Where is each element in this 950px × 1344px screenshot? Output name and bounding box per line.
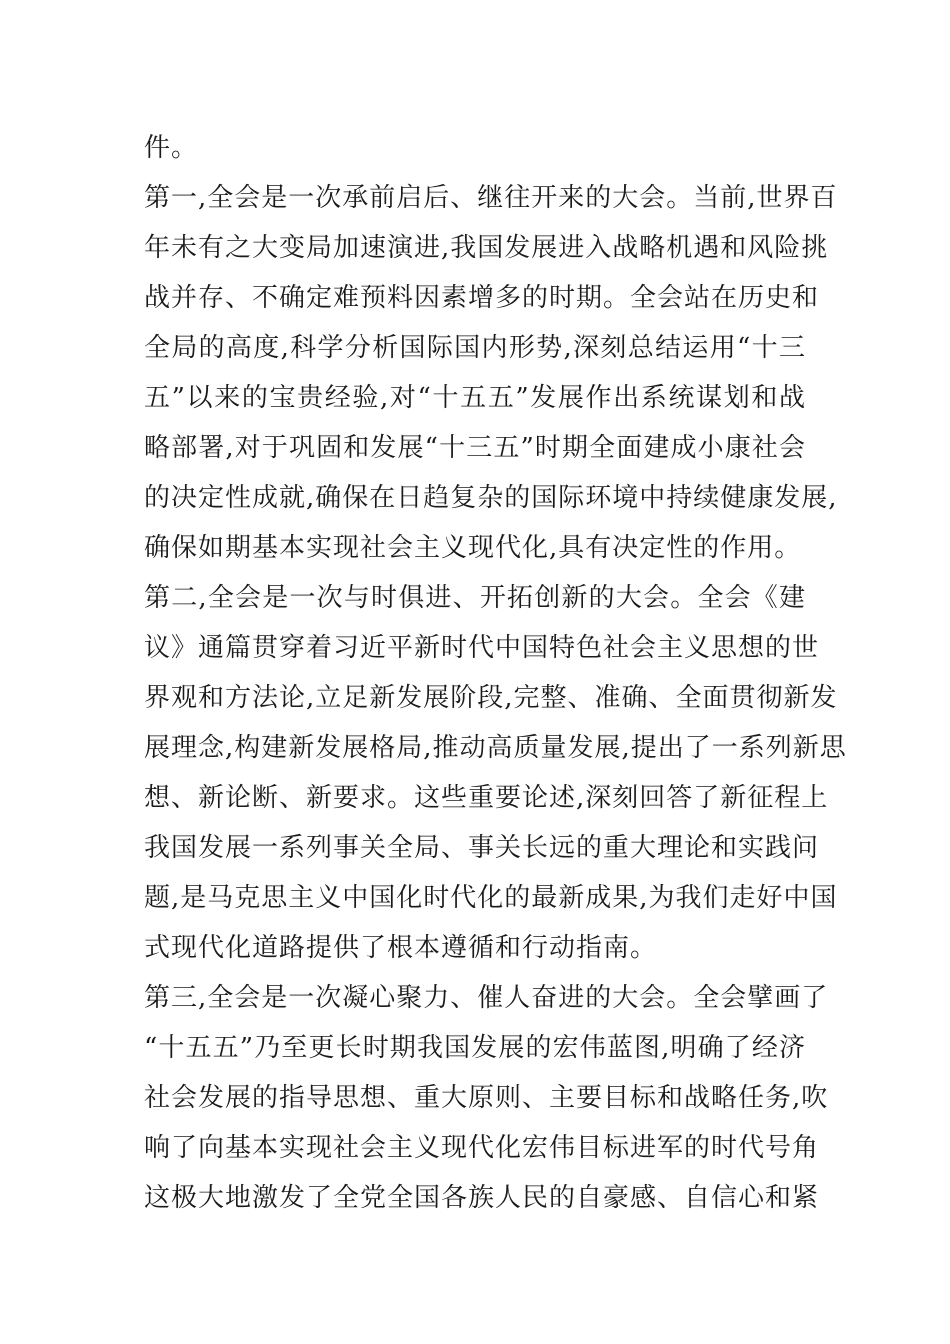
text-line: 五”以来的宝贵经验,对“十五五”发展作出系统谋划和战 (144, 383, 806, 413)
text-line: 响了向基本实现社会主义现代化宏伟目标进军的时代号角 (144, 1133, 820, 1163)
text-line: 的决定性成就,确保在日趋复杂的国际环境中持续健康发展, (144, 483, 838, 513)
text-line: 战并存、不确定难预料因素增多的时期。全会站在历史和 (144, 283, 820, 313)
text-line: 第二,全会是一次与时俱进、开拓创新的大会。全会《建 (144, 583, 806, 613)
text-line: 我国发展一系列事关全局、事关长远的重大理论和实践问 (144, 833, 820, 863)
text-line: 界观和方法论,立足新发展阶段,完整、准确、全面贯彻新发 (144, 683, 838, 713)
text-line: 社会发展的指导思想、重大原则、主要目标和战略任务,吹 (144, 1083, 829, 1113)
text-line: 题,是马克思主义中国化时代化的最新成果,为我们走好中国 (144, 883, 838, 913)
text-line: 展理念,构建新发展格局,推动高质量发展,提出了一系列新思 (144, 733, 847, 763)
text-line: 确保如期基本实现社会主义现代化,具有决定性的作用。 (144, 533, 802, 563)
text-line: “十五五”乃至更长时期我国发展的宏伟蓝图,明确了经济 (144, 1033, 806, 1063)
text-line: 想、新论断、新要求。这些重要论述,深刻回答了新征程上 (144, 783, 829, 813)
text-line: 第一,全会是一次承前启后、继往开来的大会。当前,世界百 (144, 183, 838, 213)
text-line: 式现代化道路提供了根本遵循和行动指南。 (144, 933, 658, 963)
text-line: 第三,全会是一次凝心聚力、催人奋进的大会。全会擘画了 (144, 983, 829, 1013)
text-line: 略部署,对于巩固和发展“十三五”时期全面建成小康社会 (144, 433, 806, 463)
text-line: 全局的高度,科学分析国际国内形势,深刻总结运用“十三 (144, 333, 806, 363)
text-line: 这极大地激发了全党全国各族人民的自豪感、自信心和紧 (144, 1183, 820, 1213)
text-line: 议》通篇贯穿着习近平新时代中国特色社会主义思想的世 (144, 633, 820, 663)
text-line: 年未有之大变局加速演进,我国发展进入战略机遇和风险挑 (144, 233, 829, 263)
text-line: 件。 (144, 133, 199, 163)
